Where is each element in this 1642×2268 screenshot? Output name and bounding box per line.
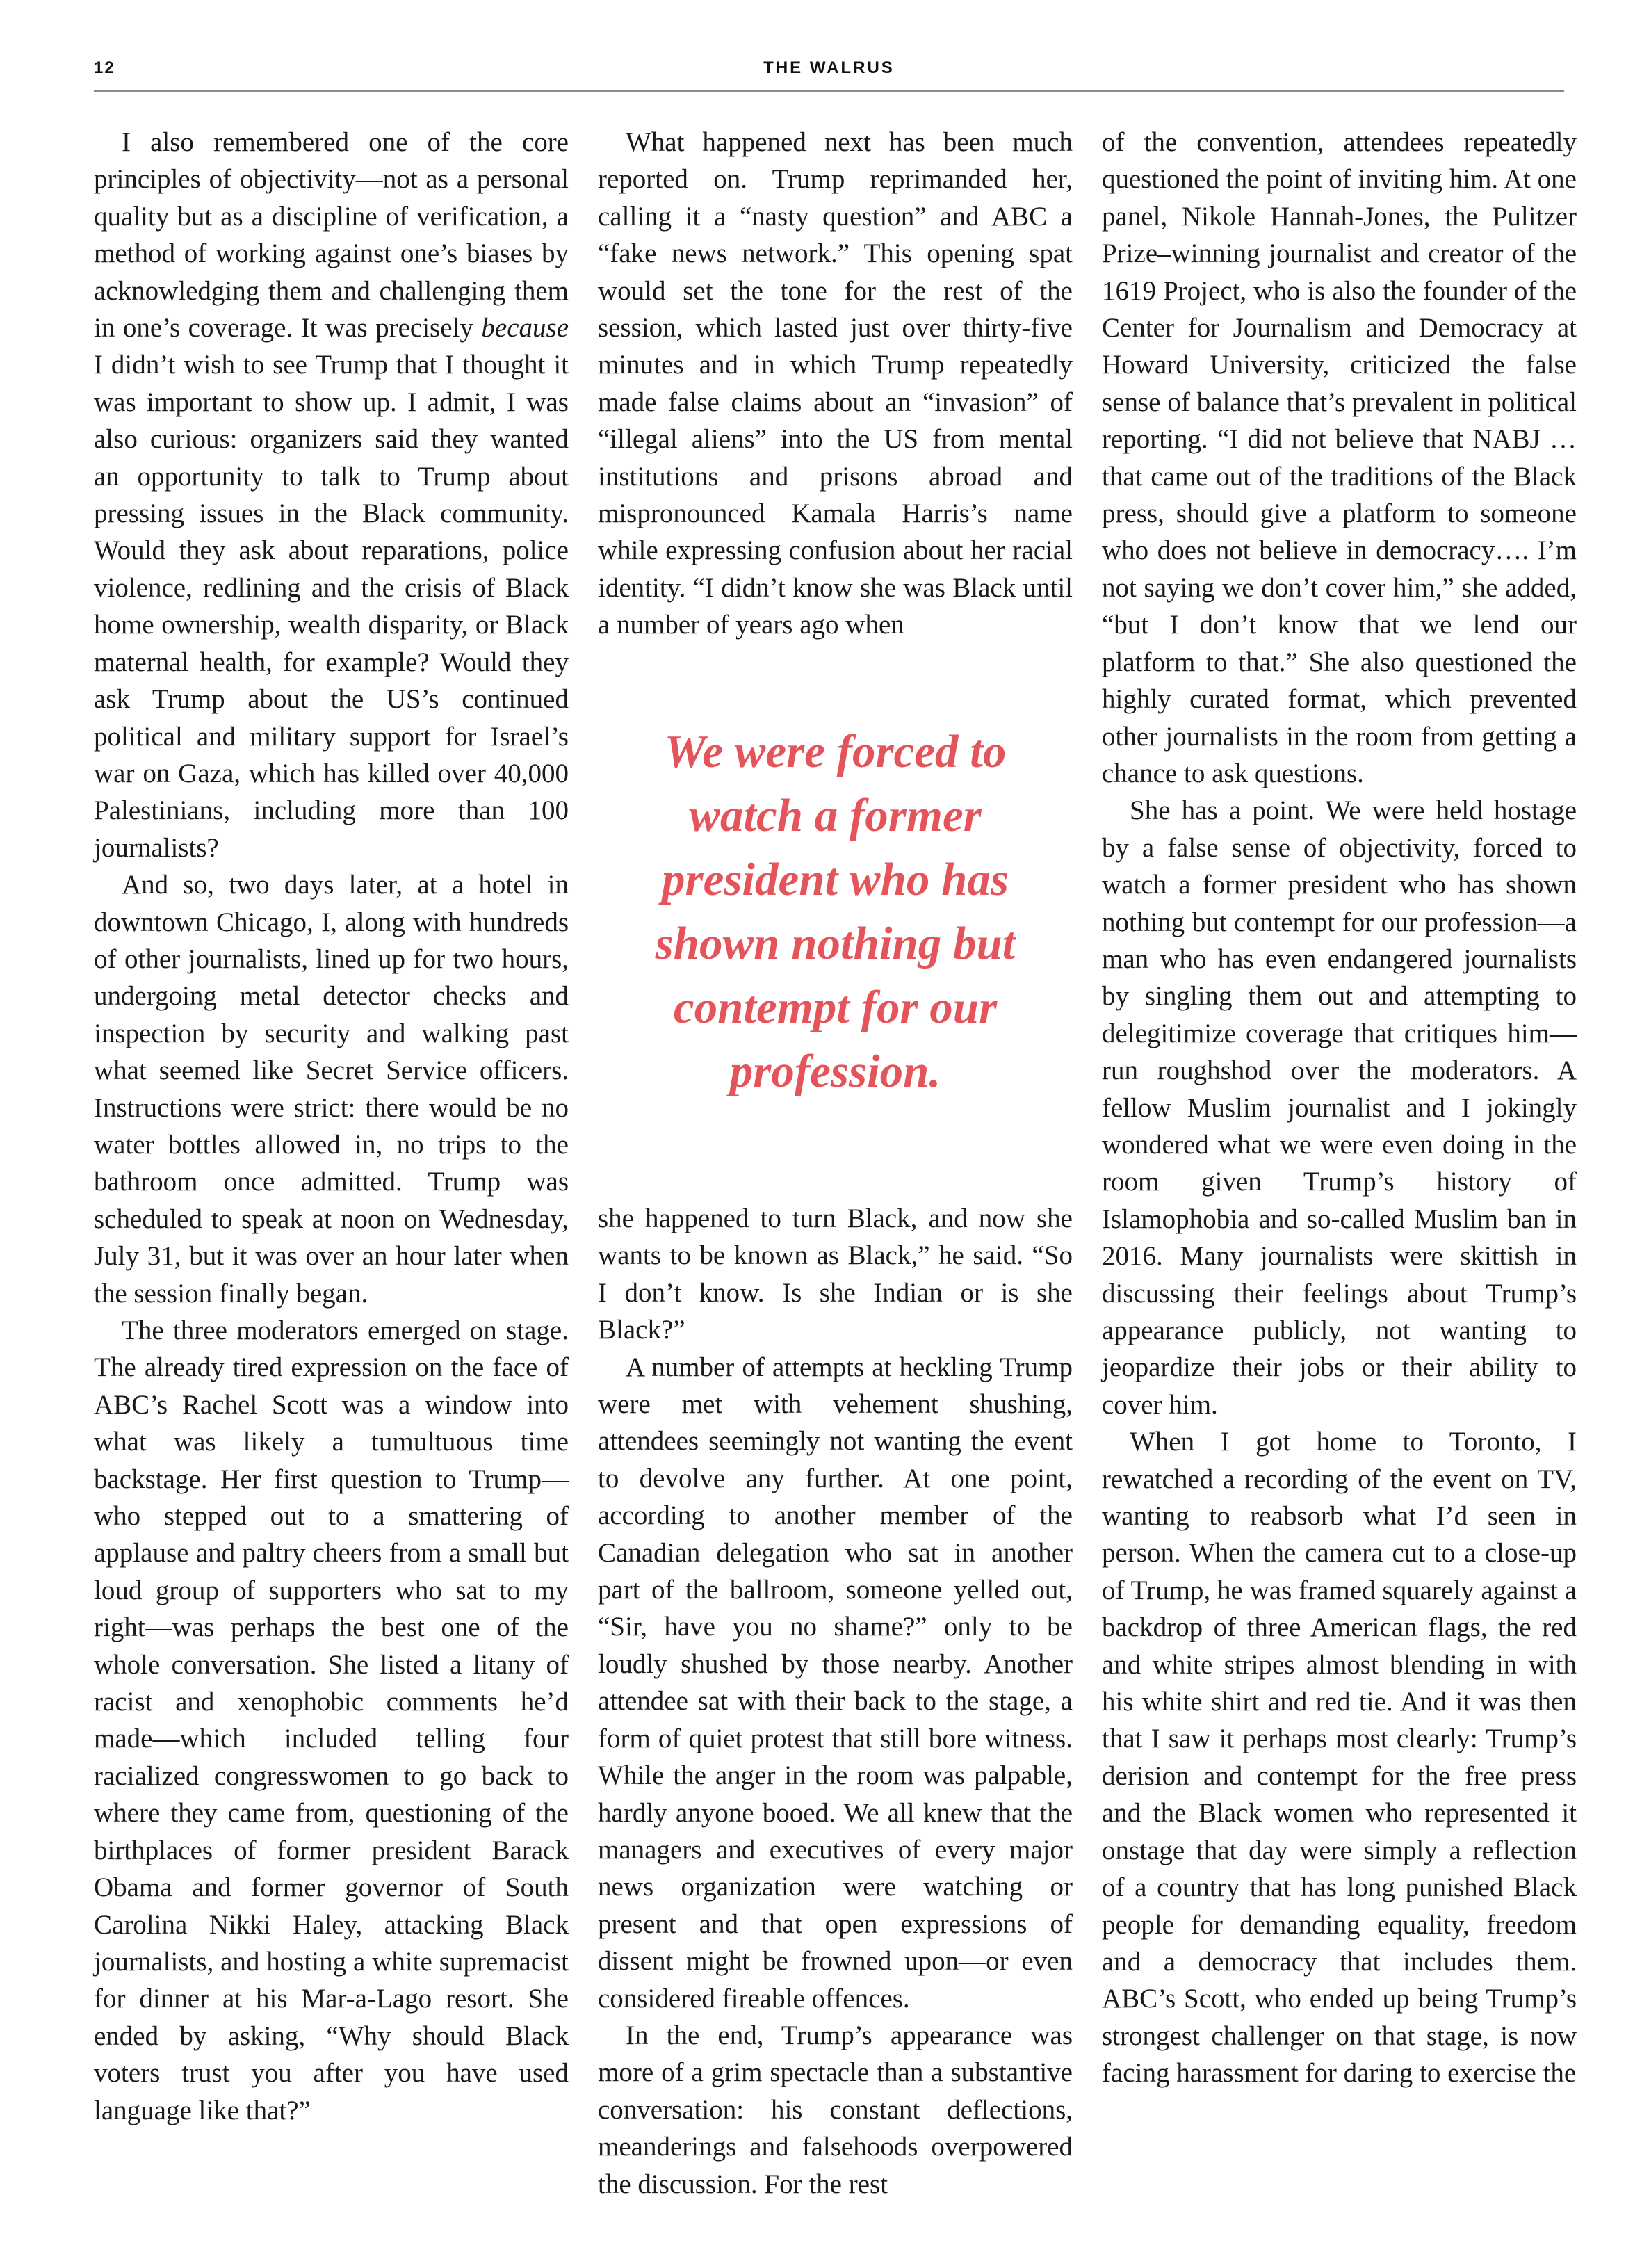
header-rule <box>94 90 1564 92</box>
paragraph-text: I didn’t wish to see Trump that I thought it was important to show up. I admit, I was also curious: organizers said they wanted an opportunity to talk to Trump about pressing issues in the Black community. Would they ask about reparations, police violence, redlining and the crisis of Black home ownership, wealth disparity, or Black maternal health, for example? Would they ask Trump about the US’s continued political and military support for Israel’s war on Gaza, which has killed over 40,000 Palestinians, including more than 100 journalists? <box>94 350 569 863</box>
paragraph: of the convention, attendees repeatedly questioned the point of inviting him. At one panel, Nikole Hannah-Jones, the Pulitzer Prize–winning journalist and creator of the 1619 Project, who is also the founder of the Center for Journalism and Democracy at Howard University, criticized the false sense of balance that’s prevalent in political reporting. “I did not believe that NABJ … that came out of the traditions of the Black press, should give a platform to someone who does not believe in democracy…. I’m not saying we don’t cover him,” she added, “but I don’t know that we lend our platform to that.” She also questioned the highly curated format, which prevented other journalists in the room from getting a chance to ask questions. <box>1102 127 1577 788</box>
article-column-2-bottom <box>598 1200 1073 2203</box>
paragraph: A number of attempts at heckling Trump were met with vehement shushing, attendees seemingly not wanting the event to devolve any further. At one point, according to another member of the Canadian delegation who sat in another part of the ballroom, someone yelled out, “Sir, have you no shame?” only to be loudly shushed by those nearby. Another attendee sat with their back to the stage, a form of quiet protest that still bore witness. While the anger in the room was palpable, hardly anyone booed. We all knew that the managers and executives of every major news organization were watching or present and that open expressions of dissent might be frowned upon—or even considered fireable offences. <box>598 1352 1073 2014</box>
paragraph: she happened to turn Black, and now she wants to be known as Black,” he said. “So I don’t know. Is she Indian or is she Black?” <box>598 1204 1073 1345</box>
paragraph: She has a point. We were held hostage by a false sense of objectivity, forced to watch a former president who has shown nothing but contempt for our profession—a man who has even endangered journalists by singling them out and attempting to delegitimize coverage that critiques him—run roughshod over the moderators. A fellow Muslim journalist and I jokingly wondered what we were even doing in the room given Trump’s history of Islamophobia and so-called Muslim ban in 2016. Many journalists were skittish in discussing their feelings about Trump’s appearance publicly, not wanting to jeopardize their jobs or their ability to cover him. <box>1102 795 1577 1420</box>
pull-quote: We were forced to watch a former president who has shown nothing but contempt for our profession. <box>655 726 1016 1097</box>
article-column-3 <box>1102 124 1577 2092</box>
running-head <box>94 54 1564 88</box>
paragraph: The three moderators emerged on stage. The already tired expression on the face of ABC’s Rachel Scott was a window into what was likely a tumultuous time backstage. Her first question to Trump—who stepped out to a smattering of applause and paltry cheers from a small but loud group of supporters who sat to my right—was perhaps the best one of the whole conversation. She listed a litany of racist and xenophobic comments he’d made—which included telling four racialized congresswomen to go back to where they came from, questioning of the birthplaces of former president Barack Obama and former governor of South Carolina Nikki Haley, attacking Black journalists, and hosting a white supremacist for dinner at his Mar-a-Lago resort. She ended by asking, “Why should Black voters trust you after you have used language like that?” <box>94 1315 569 2125</box>
emphasis-text: because <box>481 313 569 343</box>
article-column-1 <box>94 124 569 2129</box>
paragraph: What happened next has been much reported on. Trump reprimanded her, calling it a “nasty question” and ABC a “fake news network.” This opening spat would set the tone for the rest of the session, which lasted just over thirty-five minutes and in which Trump repeatedly made false claims about an “invasion” of “illegal aliens” into the US from mental institutions and prisons abroad and mispronounced Kamala Harris’s name while expressing confusion about her racial identity. “I didn’t know she was Black until a number of years ago when <box>598 127 1073 640</box>
paragraph: When I got home to Toronto, I rewatched a recording of the event on TV, wanting to reabsorb what I’d seen in person. When the camera cut to a close-up of Trump, he was framed squarely against a backdrop of three American flags, the red and white stripes almost blending in with his white shirt and red tie. And it was then that I saw it perhaps most clearly: Trump’s derision and contempt for the free press and the Black women who represented it onstage that day were simply a reflection of a country that has long punished Black people for demanding equality, freedom and a democracy that includes them. ABC’s Scott, who ended up being Trump’s strongest challenger on that stage, is now facing harassment for daring to exercise the <box>1102 1427 1577 2089</box>
paragraph: And so, two days later, at a hotel in downtown Chicago, I, along with hundreds of other journalists, lined up for two hours, undergoing metal detector checks and inspection by security and walking past what seemed like Secret Service officers. Instructions were strict: there would be no water bottles allowed in, no trips to the bathroom once admitted. Trump was scheduled to speak at noon on Wednesday, July 31, but it was over an hour later when the session finally began. <box>94 870 569 1309</box>
paragraph <box>94 124 569 866</box>
magazine-title: THE WALRUS <box>763 58 895 77</box>
article-column-2-top <box>598 124 1073 644</box>
paragraph-text: I also remembered one of the core principles of objectivity—not as a personal quality but as a discipline of verification, a method of working against one’s biases by acknowledging them and challenging them in one’s coverage. It was precisely <box>94 127 569 343</box>
paragraph: In the end, Trump’s appearance was more of a grim spectacle than a substantive conversation: his constant deflections, meanderings and falsehoods overpowered the discussion. For the rest <box>598 2020 1073 2199</box>
page-number: 12 <box>94 58 115 77</box>
